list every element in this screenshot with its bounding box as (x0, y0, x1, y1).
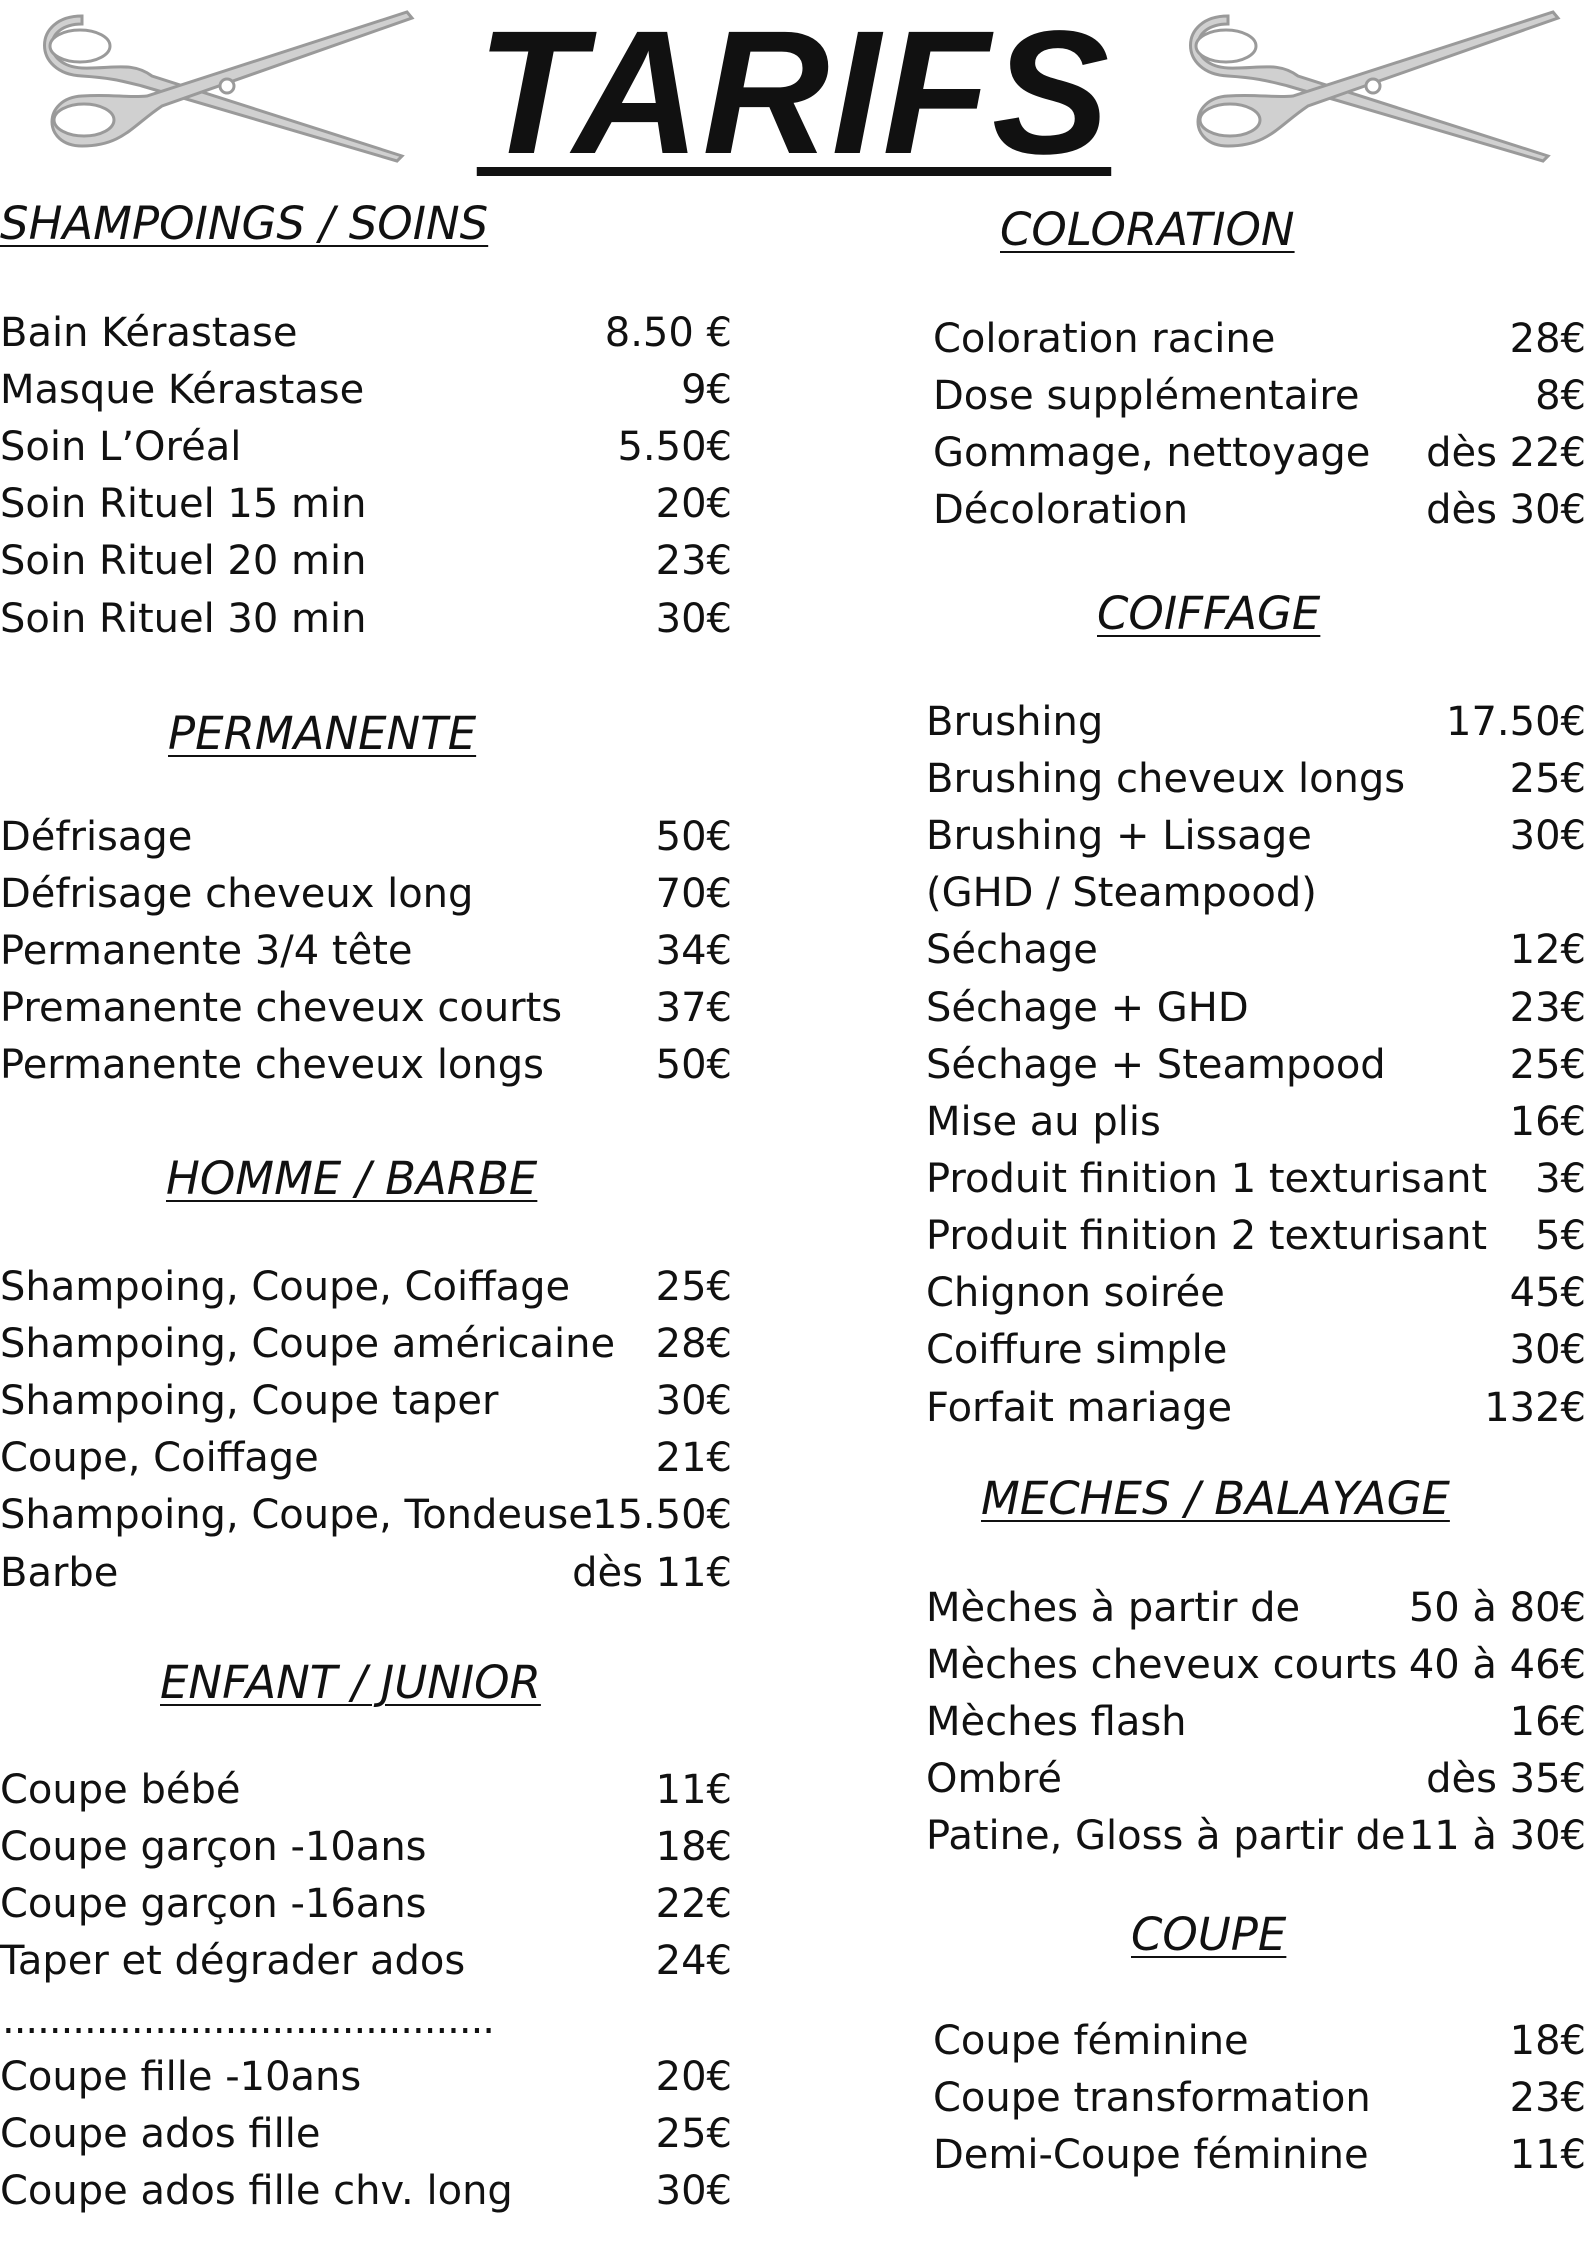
item-name: Soin Rituel 30 min (0, 596, 367, 642)
item-name: Demi-Coupe féminine (933, 2132, 1369, 2178)
item-name: Coupe ados fille chv. long (0, 2168, 513, 2214)
price-row (933, 311, 1586, 368)
item-price: 23€ (1509, 985, 1586, 1031)
item-price: 34€ (655, 928, 732, 974)
item-price: 40 à 46€ (1408, 1642, 1586, 1688)
item-name: Chignon soirée (926, 1270, 1225, 1316)
price-row (926, 751, 1586, 808)
price-row (933, 2013, 1586, 2070)
item-name: Patine, Gloss à partir de (926, 1813, 1406, 1859)
price-row (926, 808, 1586, 865)
item-price: 30€ (655, 2168, 732, 2214)
item-price: 20€ (655, 2054, 732, 2100)
item-name: Premanente cheveux courts (0, 985, 563, 1031)
item-price: 8.50 € (604, 310, 732, 356)
price-row (0, 476, 732, 533)
item-name: (GHD / Steampood) (926, 870, 1317, 916)
price-row (926, 1265, 1586, 1322)
price-row (926, 1380, 1586, 1437)
section-heading-meches-balayage: MECHES / BALAYAGE (981, 1472, 1450, 1525)
item-name: Masque Kérastase (0, 367, 365, 413)
item-price: 50€ (655, 814, 732, 860)
price-row (926, 1694, 1586, 1751)
item-price: 50 à 80€ (1408, 1585, 1586, 1631)
item-name: Soin Rituel 20 min (0, 538, 367, 584)
item-price: 18€ (1509, 2018, 1586, 2064)
item-price: 15.50€ (592, 1492, 732, 1538)
price-row (0, 591, 732, 648)
item-name: Séchage + Steampood (926, 1042, 1386, 1088)
section-heading-coiffage: COIFFAGE (1097, 587, 1321, 640)
item-name: Brushing + Lissage (926, 813, 1312, 859)
item-price: 5.50€ (617, 424, 732, 470)
item-price: 20€ (655, 481, 732, 527)
price-row (0, 1762, 732, 1819)
item-name: Barbe (0, 1550, 119, 1596)
item-price: 12€ (1509, 927, 1586, 973)
price-row (0, 1487, 732, 1544)
item-price: 22€ (655, 1881, 732, 1927)
item-name: Shampoing, Coupe américaine (0, 1321, 616, 1367)
item-name: Coupe fille -10ans (0, 2054, 362, 2100)
item-price: 11€ (655, 1767, 732, 1813)
item-name: Bain Kérastase (0, 310, 298, 356)
item-name: Shampoing, Coupe, Tondeuse (0, 1492, 593, 1538)
page-title: TARIFS (476, 0, 1112, 191)
price-row (0, 1037, 732, 1094)
price-row (926, 1151, 1586, 1208)
item-price: 30€ (1509, 813, 1586, 859)
item-name: Mèches cheveux courts (926, 1642, 1398, 1688)
price-row (0, 980, 732, 1037)
item-name: Produit finition 2 texturisant (926, 1213, 1488, 1259)
item-price: 11 à 30€ (1408, 1813, 1586, 1859)
item-name: Mise au plis (926, 1099, 1161, 1145)
item-price: 23€ (1509, 2075, 1586, 2121)
price-row (0, 1316, 732, 1373)
item-price: 21€ (655, 1435, 732, 1481)
item-name: Défrisage cheveux long (0, 871, 474, 917)
price-row (0, 2163, 732, 2220)
item-price: dès 22€ (1426, 430, 1586, 476)
item-price: 30€ (655, 1378, 732, 1424)
price-row (926, 1637, 1586, 1694)
price-row (926, 1322, 1586, 1379)
item-name: Produit finition 1 texturisant (926, 1156, 1488, 1202)
item-name: Soin L’Oréal (0, 424, 242, 470)
price-row (0, 305, 732, 362)
section-heading-permanente: PERMANENTE (168, 707, 477, 760)
section-heading-homme-barbe: HOMME / BARBE (166, 1152, 538, 1205)
price-row (926, 1751, 1586, 1808)
item-price: dès 35€ (1426, 1756, 1586, 1802)
item-name: Shampoing, Coupe taper (0, 1378, 499, 1424)
item-price: 5€ (1535, 1213, 1586, 1259)
item-price: 37€ (655, 985, 732, 1031)
item-price: 25€ (655, 2111, 732, 2157)
item-name: Séchage + GHD (926, 985, 1249, 1031)
price-row (926, 1808, 1586, 1865)
section-heading-shampoings: SHAMPOINGS / SOINS (0, 197, 489, 250)
item-name: Coupe transformation (933, 2075, 1371, 2121)
price-row (0, 2106, 732, 2163)
item-name: Coupe féminine (933, 2018, 1249, 2064)
price-row (0, 419, 732, 476)
item-name: Gommage, nettoyage (933, 430, 1371, 476)
item-price: 70€ (655, 871, 732, 917)
price-row (0, 533, 732, 590)
item-price: 25€ (1509, 1042, 1586, 1088)
price-row (0, 1933, 732, 1990)
item-name: Brushing cheveux longs (926, 756, 1406, 802)
item-name: Permanente cheveux longs (0, 1042, 544, 1088)
price-row (0, 1876, 732, 1933)
item-price: 50€ (655, 1042, 732, 1088)
price-row (933, 368, 1586, 425)
item-price: 24€ (655, 1938, 732, 1984)
item-name: Défrisage (0, 814, 193, 860)
item-price: 11€ (1509, 2132, 1586, 2178)
item-name: Coupe garçon -16ans (0, 1881, 427, 1927)
price-row (0, 923, 732, 980)
item-name: Coupe ados fille (0, 2111, 321, 2157)
item-price: dès 30€ (1426, 487, 1586, 533)
item-name: Coloration racine (933, 316, 1276, 362)
item-price: 25€ (1509, 756, 1586, 802)
item-name: Forfait mariage (926, 1385, 1233, 1431)
item-price: 28€ (1509, 316, 1586, 362)
item-price: 18€ (655, 1824, 732, 1870)
item-price: 8€ (1535, 373, 1586, 419)
price-row (926, 980, 1586, 1037)
item-name: Ombré (926, 1756, 1063, 1802)
price-row (0, 866, 732, 923)
item-name: Mèches flash (926, 1699, 1187, 1745)
item-price: 30€ (655, 596, 732, 642)
price-row (933, 2127, 1586, 2184)
item-name: Séchage (926, 927, 1098, 973)
dotted-separator: .......................................... (2, 1997, 495, 2043)
item-name: Coupe bébé (0, 1767, 241, 1813)
item-price: 9€ (681, 367, 732, 413)
price-row (0, 1545, 732, 1602)
item-price: 3€ (1535, 1156, 1586, 1202)
item-name: Taper et dégrader ados (0, 1938, 466, 1984)
price-row (933, 425, 1586, 482)
section-heading-coupe: COUPE (1131, 1908, 1287, 1961)
item-price: 132€ (1484, 1385, 1586, 1431)
price-row (933, 482, 1586, 539)
price-row (933, 2070, 1586, 2127)
price-row (926, 1208, 1586, 1265)
item-price: 17.50€ (1446, 699, 1586, 745)
item-name: Permanente 3/4 tête (0, 928, 413, 974)
item-name: Coupe garçon -10ans (0, 1824, 427, 1870)
price-row (0, 1819, 732, 1876)
item-name: Mèches à partir de (926, 1585, 1301, 1631)
price-row (926, 922, 1586, 979)
item-price: 45€ (1509, 1270, 1586, 1316)
item-name: Décoloration (933, 487, 1189, 533)
section-heading-enfant-junior: ENFANT / JUNIOR (160, 1656, 541, 1709)
price-row (926, 694, 1586, 751)
section-heading-coloration: COLORATION (1000, 203, 1295, 256)
item-price: 16€ (1509, 1699, 1586, 1745)
item-name: Brushing (926, 699, 1104, 745)
price-row (0, 1373, 732, 1430)
item-price: dès 11€ (572, 1550, 732, 1596)
price-row (0, 362, 732, 419)
item-price: 25€ (655, 1264, 732, 1310)
item-price: 16€ (1509, 1099, 1586, 1145)
price-row (926, 1037, 1586, 1094)
item-name: Dose supplémentaire (933, 373, 1360, 419)
item-price: 23€ (655, 538, 732, 584)
item-name: Soin Rituel 15 min (0, 481, 367, 527)
price-row (926, 1094, 1586, 1151)
price-row (926, 1580, 1586, 1637)
item-name: Shampoing, Coupe, Coiffage (0, 1264, 571, 1310)
item-price: 30€ (1509, 1327, 1586, 1373)
price-row (0, 1259, 732, 1316)
item-name: Coiffure simple (926, 1327, 1228, 1373)
price-row (926, 865, 1586, 922)
item-name: Coupe, Coiffage (0, 1435, 319, 1481)
price-row (0, 2049, 732, 2106)
item-price: 28€ (655, 1321, 732, 1367)
price-row (0, 809, 732, 866)
price-row (0, 1430, 732, 1487)
